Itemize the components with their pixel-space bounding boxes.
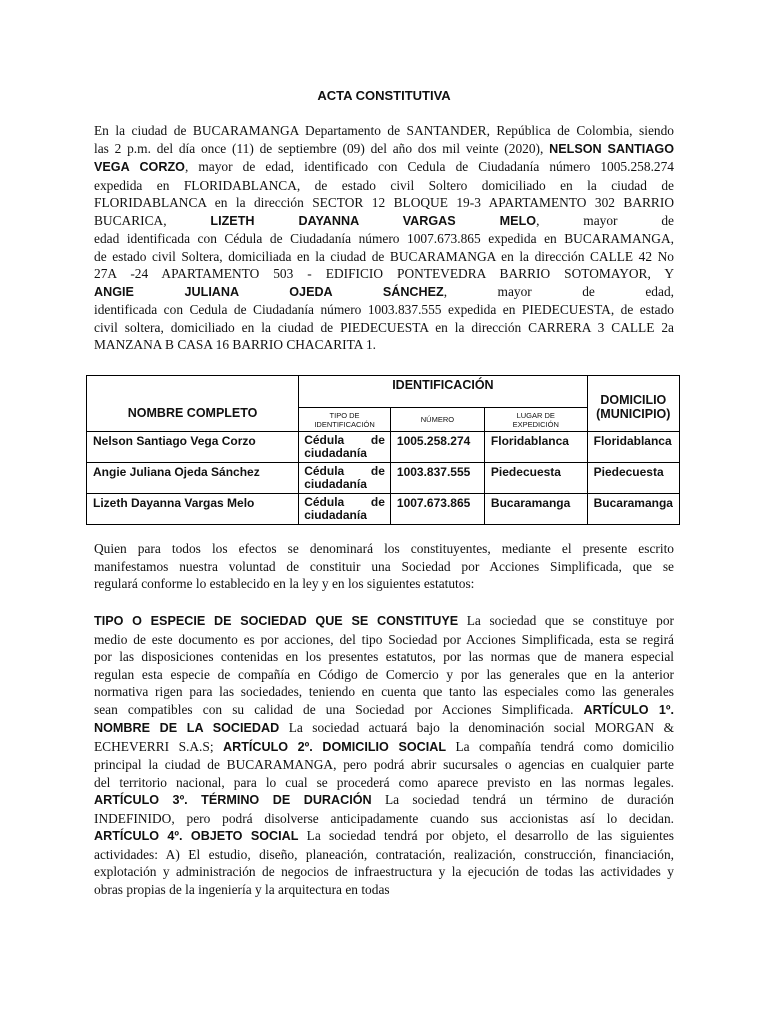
- bold-text: ANGIE JULIANA OJEDA SÁNCHEZ: [94, 284, 444, 299]
- header-tipo: TIPO DE IDENTIFICACIÓN: [299, 408, 391, 432]
- cell-lugar: Floridablanca: [484, 432, 587, 463]
- intro-line: [94, 283, 674, 302]
- text-run: sean compatibles con su calidad de una Sociedad por Acciones Simplificada.: [94, 701, 584, 717]
- text-run: La sociedad que se constituye por: [458, 613, 675, 628]
- bold-text: ARTÍCULO 4º. OBJETO SOCIAL: [94, 829, 299, 843]
- text-run: La sociedad tendrá por objeto, el desarrollo de las siguientes: [298, 828, 674, 843]
- intro-line: [94, 301, 674, 319]
- text-run: 27A -24 APARTAMENTO 503 - EDIFICIO PONTEVEDRA BARRIO SOTOMAYOR, Y: [94, 266, 674, 281]
- bold-text: ARTÍCULO 1º.: [583, 702, 674, 717]
- intro-line: [94, 265, 674, 283]
- cell-tipo: Cédula de ciudadanía: [299, 463, 391, 494]
- text-run: edad identificada con Cédula de Ciudadanía número 1007.673.865 expedida en BUCARAMANGA,: [94, 231, 674, 246]
- intro-line: [94, 177, 674, 195]
- statutes-line: [94, 863, 674, 881]
- text-run: regulan esta especie de compañía en Código de Comercio y por las generales que en la anterior: [94, 666, 674, 682]
- text-run: principal la ciudad de BUCARAMANGA, pero podrá abrir sucursales o agencias en cualquier parte: [94, 757, 674, 772]
- statutes-paragraph: [94, 612, 674, 898]
- statutes-line: [94, 738, 674, 757]
- intro-line: [94, 194, 674, 212]
- text-run: Quien para todos los efectos se denominará los constituyentes, mediante el presente escrito: [94, 541, 674, 556]
- text-run: manifestamos nuestra voluntad de constituir una Sociedad por Acciones Simplificada, que se: [94, 558, 674, 574]
- intro-line: [94, 140, 674, 159]
- statutes-line: [94, 648, 674, 666]
- text-run: de estado civil Soltera, domiciliada en la ciudad de BUCARAMANGA en la dirección CALLE 42 No: [94, 248, 674, 264]
- cell-nombre: Nelson Santiago Vega Corzo: [87, 432, 299, 463]
- participants-table: [86, 375, 680, 525]
- text-run: BUCARICA,: [94, 212, 211, 228]
- statutes-line: [94, 719, 674, 738]
- statutes-line: [94, 846, 674, 864]
- statutes-line: [94, 756, 674, 774]
- statutes-line: [94, 666, 674, 684]
- text-run: En la ciudad de BUCARAMANGA Departamento de SANTANDER, República de Colombia, siendo: [94, 123, 674, 138]
- text-run: las 2 p.m. del día once (11) de septiembre (09) del año dos mil veinte (2020),: [94, 140, 550, 156]
- intro-line: [94, 319, 674, 337]
- text-run: civil soltera, domiciliado en la ciudad de PIEDECUESTA en la dirección CARRERA 3 CALLE 2a: [94, 319, 674, 335]
- intro-line: [94, 248, 674, 266]
- text-run: expedida en FLORIDABLANCA, de estado civil Soltero domiciliado en la ciudad de: [94, 177, 674, 193]
- text-run: por las disposiciones contenidas en los presentes estatutos, por las normas que de manera especial: [94, 649, 674, 664]
- cell-numero: 1007.673.865: [390, 494, 484, 525]
- cell-domicilio: Bucaramanga: [587, 494, 679, 525]
- bold-text: NOMBRE DE LA SOCIEDAD: [94, 721, 280, 735]
- text-run: FLORIDABLANCA en la dirección SECTOR 12 BLOQUE 19-3 APARTAMENTO 302 BARRIO: [94, 195, 674, 210]
- bold-text: ARTÍCULO 3º. TÉRMINO DE DURACIÓN: [94, 793, 372, 807]
- text-run: regulará conforme lo establecido en la ley y en los siguientes estatutos:: [94, 576, 475, 591]
- statutes-line: [94, 631, 674, 649]
- text-run: La sociedad tendrá un término de duración: [371, 792, 674, 807]
- constituents-line: [94, 540, 674, 558]
- cell-tipo: Cédula de ciudadanía: [299, 494, 391, 525]
- text-run: explotación y administración de negocios de infraestructura y la ejecución de todas las actividades y: [94, 864, 674, 879]
- statutes-line: [94, 774, 674, 792]
- statutes-line: [94, 810, 674, 828]
- constituents-line: [94, 558, 674, 576]
- constituents-paragraph: [94, 540, 674, 593]
- text-run: La sociedad actuará bajo la denominación social MORGAN &: [279, 720, 674, 735]
- text-run: ECHEVERRI S.A.S;: [94, 738, 224, 754]
- bold-text: VEGA CORZO: [94, 160, 185, 174]
- bold-text: TIPO O ESPECIE DE SOCIEDAD QUE SE CONSTITUYE: [94, 614, 459, 628]
- intro-line: [94, 158, 674, 177]
- intro-paragraph: [94, 122, 674, 354]
- text-run: La compañía tendrá como domicilio: [446, 738, 674, 754]
- intro-line: [94, 212, 674, 231]
- statutes-line: [94, 701, 674, 720]
- cell-tipo: Cédula de ciudadanía: [299, 432, 391, 463]
- header-nombre: NOMBRE COMPLETO: [87, 376, 299, 432]
- text-run: , mayor de edad, identificado con Cedula de Ciudadanía número 1005.258.274: [184, 159, 674, 174]
- statutes-line: [94, 683, 674, 701]
- text-run: actividades: A) El estudio, diseño, planeación, contratación, realización, construcción, financiación,: [94, 846, 674, 862]
- header-domicilio: DOMICILIO (MUNICIPIO): [587, 376, 679, 432]
- header-lugar: LUGAR DE EXPEDICIÓN: [484, 408, 587, 432]
- text-run: del territorio nacional, para lo cual se procederá como aparece previsto en las normas legales.: [94, 774, 674, 790]
- cell-nombre: Angie Juliana Ojeda Sánchez: [87, 463, 299, 494]
- text-run: , mayor de edad,: [443, 283, 674, 299]
- cell-lugar: Bucaramanga: [484, 494, 587, 525]
- bold-text: ARTÍCULO 2º. DOMICILIO SOCIAL: [223, 739, 447, 754]
- cell-domicilio: Piedecuesta: [587, 463, 679, 494]
- cell-numero: 1005.258.274: [390, 432, 484, 463]
- text-run: MANZANA B CASA 16 BARRIO CHACARITA 1.: [94, 337, 377, 352]
- document-title: ACTA CONSTITUTIVA: [317, 88, 451, 103]
- statutes-line: [94, 791, 674, 810]
- cell-nombre: Lizeth Dayanna Vargas Melo: [87, 494, 299, 525]
- cell-lugar: Piedecuesta: [484, 463, 587, 494]
- cell-domicilio: Floridablanca: [587, 432, 679, 463]
- bold-text: LIZETH DAYANNA VARGAS MELO: [210, 213, 537, 228]
- text-run: identificada con Cedula de Ciudadanía número 1003.837.555 expedida en PIEDECUESTA, de estado: [94, 302, 674, 317]
- statutes-line: [94, 612, 674, 631]
- header-identificacion: IDENTIFICACIÓN: [299, 376, 587, 408]
- text-run: obras propias de la ingeniería y la arquitectura en todas: [94, 881, 390, 897]
- intro-line: [94, 230, 674, 248]
- statutes-line: [94, 881, 674, 899]
- text-run: normativa rigen para las sociedades, teniendo en cuenta que tanto las especiales como las generales: [94, 684, 674, 699]
- table-row: [87, 432, 680, 463]
- statutes-line: [94, 827, 674, 846]
- constituents-line: [94, 575, 674, 593]
- intro-line: [94, 122, 674, 140]
- text-run: , mayor de: [536, 212, 674, 228]
- text-run: medio de este documento es por acciones, del tipo Sociedad por Acciones Simplificada, esta se regirá: [94, 631, 674, 647]
- table-row: [87, 463, 680, 494]
- cell-numero: 1003.837.555: [390, 463, 484, 494]
- bold-text: NELSON SANTIAGO: [549, 141, 674, 156]
- intro-line: [94, 336, 674, 354]
- table-row: [87, 494, 680, 525]
- text-run: INDEFINIDO, pero podrá disolverse anticipadamente cuando sus accionistas así lo decidan.: [94, 810, 674, 826]
- header-numero: NÚMERO: [390, 408, 484, 432]
